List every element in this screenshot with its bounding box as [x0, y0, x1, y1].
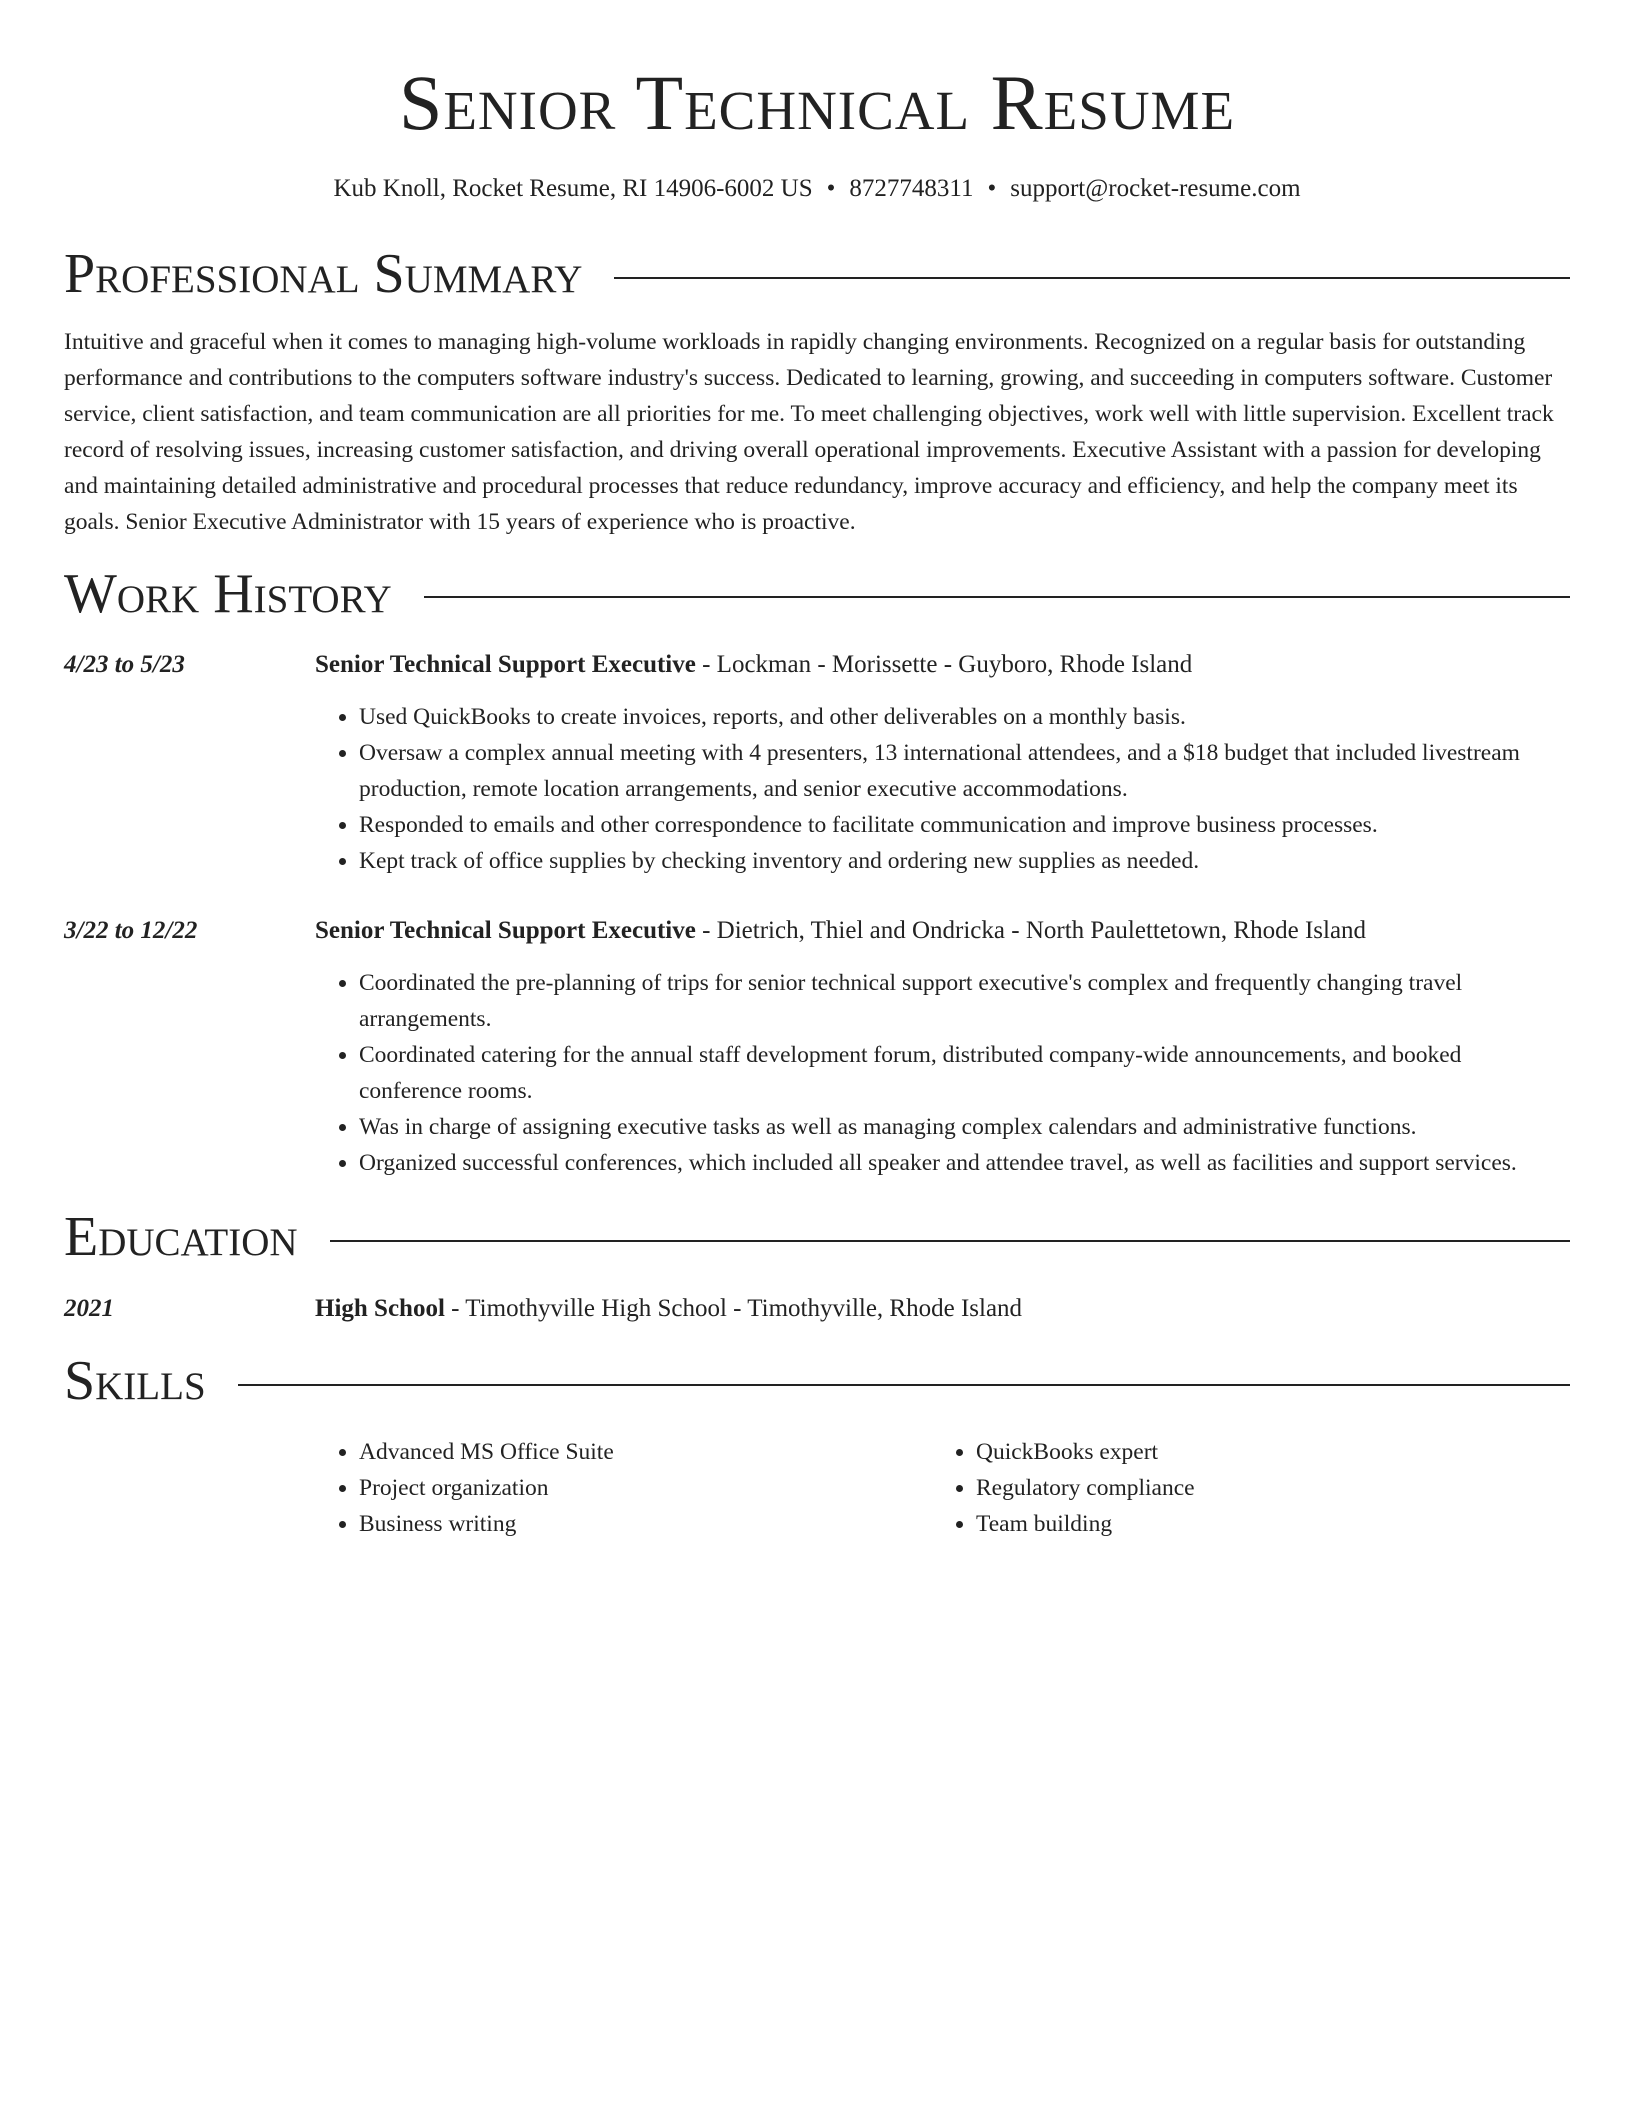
- summary-section-header: [64, 244, 1570, 306]
- contact-line: [64, 174, 1570, 204]
- job-bullets: [315, 699, 1570, 879]
- skills-column-right: [932, 1434, 1549, 1542]
- section-divider: [614, 277, 1570, 279]
- job-title: Senior Technical Support Executive: [315, 917, 696, 945]
- section-divider: [424, 596, 1570, 598]
- job-heading: [315, 647, 1570, 683]
- resume-page: [64, 0, 1570, 1542]
- job-date: 4/23 to 5/23: [64, 651, 185, 679]
- skill-item: • Business writing: [359, 1506, 932, 1542]
- job-bullet: • Coordinated the pre-planning of trips for senior technical support executive's complex and frequently changing travel arrangements.: [359, 965, 1570, 1037]
- job-content: [315, 647, 1570, 879]
- contact-separator: •: [826, 175, 836, 202]
- job-date: 3/22 to 12/22: [64, 917, 198, 945]
- education-content: [315, 1291, 1570, 1327]
- education-heading-line: [315, 1291, 1570, 1327]
- job-bullet: • Organized successful conferences, which included all speaker and attendee travel, as well as facilities and support services.: [359, 1145, 1570, 1181]
- job-bullet: • Kept track of office supplies by checking inventory and ordering new supplies as needed.: [359, 843, 1570, 879]
- section-divider: [330, 1240, 1570, 1242]
- job-details: - Dietrich, Thiel and Ondricka - North Paulettetown, Rhode Island: [695, 917, 1367, 945]
- section-divider: [238, 1384, 1570, 1386]
- job-heading: [315, 913, 1570, 949]
- skill-item: • Regulatory compliance: [976, 1470, 1549, 1506]
- summary-heading: Professional Summary: [64, 243, 583, 305]
- contact-address: Kub Knoll, Rocket Resume, RI 14906-6002 US: [333, 175, 813, 202]
- skills-heading: Skills: [64, 1349, 206, 1412]
- job-entry: [64, 913, 1570, 1181]
- education-entry: [64, 1291, 1570, 1327]
- contact-phone: 8727748311: [849, 175, 974, 202]
- work-heading: Work History: [64, 562, 392, 625]
- job-content: [315, 913, 1570, 1181]
- skill-item: • Advanced MS Office Suite: [359, 1434, 932, 1470]
- contact-email: support@rocket-resume.com: [1010, 175, 1301, 202]
- job-bullet: • Used QuickBooks to create invoices, reports, and other deliverables on a monthly basis.: [359, 699, 1570, 735]
- job-bullet: • Was in charge of assigning executive tasks as well as managing complex calendars and administrative functions.: [359, 1109, 1570, 1145]
- skills-column-left: [315, 1434, 932, 1542]
- resume-title: Senior Technical Resume: [398, 59, 1236, 146]
- job-details: - Lockman - Morissette - Guyboro, Rhode Island: [695, 651, 1193, 679]
- skills-list: [315, 1434, 1570, 1542]
- skills-section-header: [64, 1351, 1570, 1413]
- job-bullet: • Oversaw a complex annual meeting with 4 presenters, 13 international attendees, and a $18 budget that included livestream production, remote location arrangements, and senior executive accommodations.: [359, 735, 1570, 807]
- job-bullet: • Coordinated catering for the annual staff development forum, distributed company-wide announcements, and booked conference rooms.: [359, 1037, 1570, 1109]
- education-details: - Timothyville High School - Timothyville, Rhode Island: [444, 1294, 1023, 1322]
- education-section-header: [64, 1207, 1570, 1269]
- education-heading: Education: [64, 1206, 298, 1269]
- summary-text: Intuitive and graceful when it comes to managing high-volume workloads in rapidly changing environments. Recognized on a regular basis for outstanding performance and contributions to the computers software industry's success. Dedicated to learning, growing, and succeeding in computers software. Customer service, client satisfaction, and team communication are all priorities for me. To meet challenging objectives, work well with little supervision. Excellent track record of resolving issues, increasing customer satisfaction, and driving overall operational improvements. Executive Assistant with a passion for developing and maintaining detailed administrative and procedural processes that reduce redundancy, improve accuracy and efficiency, and help the company meet its goals. Senior Executive Administrator with 15 years of experience who is proactive.: [64, 328, 1554, 535]
- skill-item: • Team building: [976, 1506, 1549, 1542]
- job-bullets: [315, 965, 1570, 1181]
- skill-item: • Project organization: [359, 1470, 932, 1506]
- job-title: Senior Technical Support Executive: [315, 651, 696, 679]
- contact-separator: •: [987, 175, 997, 202]
- education-date: 2021: [64, 1294, 114, 1322]
- skill-item: • QuickBooks expert: [976, 1434, 1549, 1470]
- job-entry: [64, 647, 1570, 879]
- education-degree: High School: [315, 1294, 445, 1322]
- job-bullet: • Responded to emails and other correspondence to facilitate communication and improve business processes.: [359, 807, 1570, 843]
- work-section-header: [64, 564, 1570, 626]
